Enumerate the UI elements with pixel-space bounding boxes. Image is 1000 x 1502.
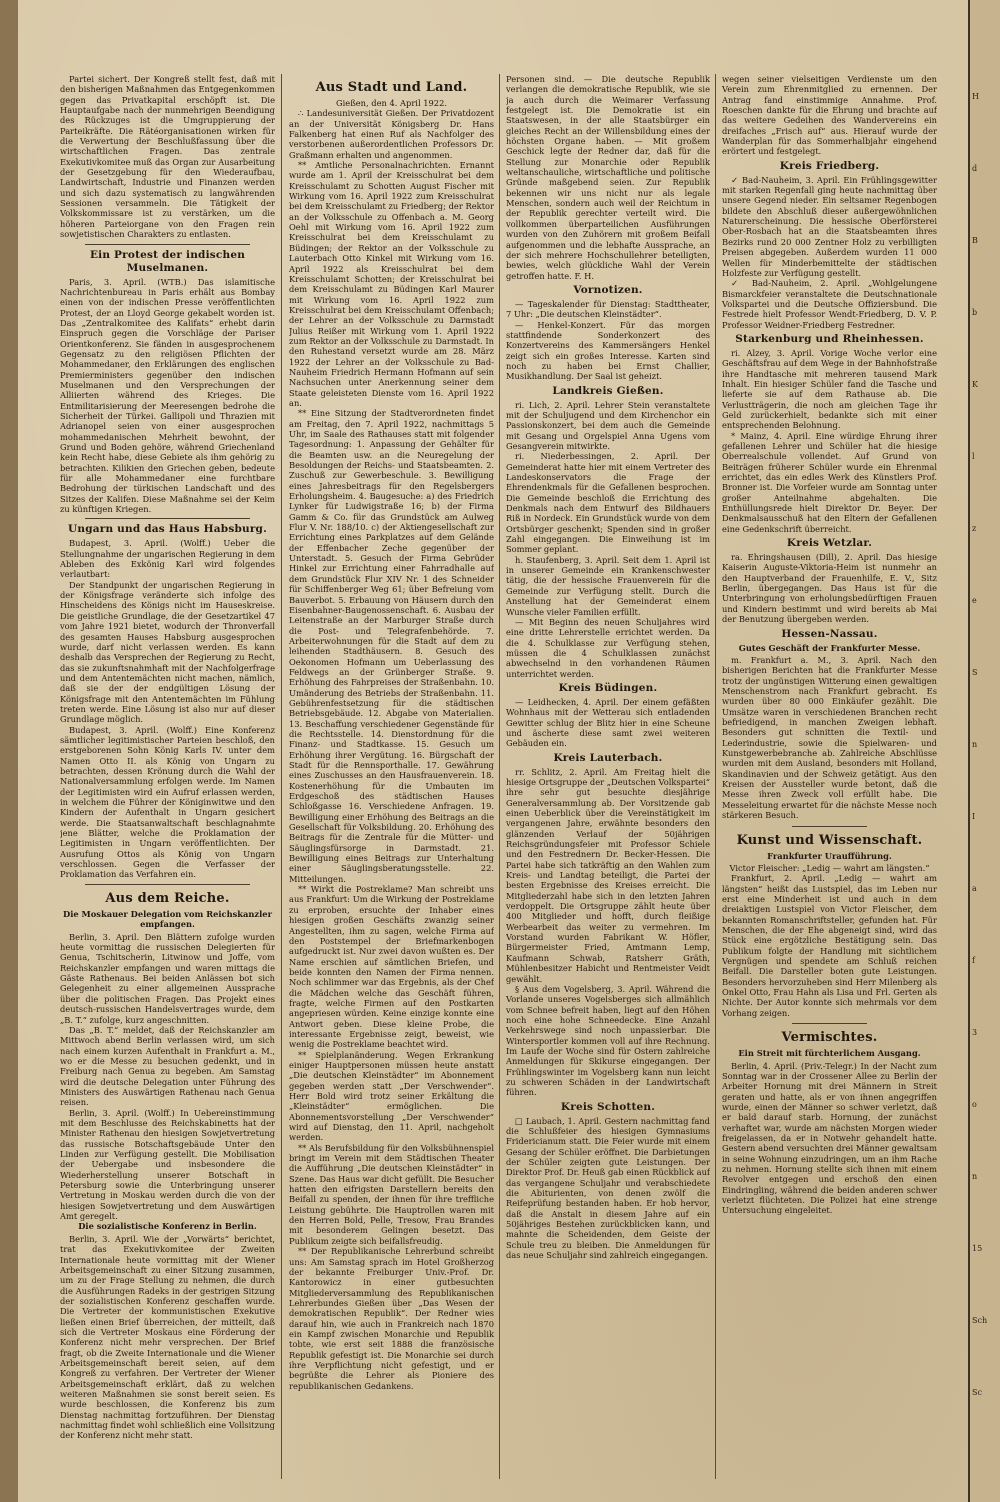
article-paragraph: ** Wirkt die Postreklame? Man schreibt uns aus Frankfurt: Um die Wirkung der Postreklame zu erproben, ersuchte der Inhaber eines hiesigen großen Geschäfts zwanzig seiner Angestellten, ihm zu sagen, welche Firma auf den Poststempel der Briefmarkenbogen aufgedruckt ist. Nur zwei davon wußten es. Der Name erschien auf sämtlichen Briefen, und beide konnten den Namen der Firma nennen. Noch schlimmer war das Ergebnis, als der Chef die Mädchen welche das Geschäft führen, fragte, welche Firmen auf den Postkarten angepriesen würden. Keine einzige konnte eine Antwort geben. Diese kleine Probe, die interessante Ergebnisse zeigt, beweist, wie wenig die Postreklame beachtet wird. <box>289 884 494 1050</box>
fragment-text: H <box>972 92 979 101</box>
article-headline: Ein Protest der indischen Muselmanen. <box>89 248 246 274</box>
fragment-text: n <box>972 740 978 749</box>
article-headline: Kreis Friedberg. <box>779 159 880 172</box>
article-headline: Kreis Lauterbach. <box>553 751 663 764</box>
fragment-text: 15 <box>972 1244 983 1253</box>
article-headline: Kunst und Wissenschaft. <box>736 832 923 848</box>
article-subheadline: Die sozialistische Konferenz in Berlin. <box>78 1221 257 1232</box>
page-binding-edge <box>0 0 18 1502</box>
article-headline: Vornotizen. <box>573 283 643 296</box>
fragment-text: Sch <box>972 1316 988 1325</box>
article-subheadline: Frankfurter Uraufführung. <box>767 850 892 861</box>
fragment-text: Sc <box>972 1388 982 1397</box>
article-paragraph: ra. Ehringshausen (Dill), 2. April. Das hiesige Kaiserin Auguste-Viktoria-Heim ist nunmehr an den Hauptverband der Frauenhilfe, E. V., Sitz Berlin, übergegangen. Das Haus ist für die Unterbringung von erholungsbedürftigen Frauen und Kindern bestimmt und wird bereits ab Mai der Benutzung übergeben werden. <box>722 552 937 625</box>
article-paragraph: m. Frankfurt a. M., 3. April. Nach den bisherigen Berichten hat die Frankfurter Messe trotz der ungünstigen Witterung einen gewaltigen Menschenstrom nach Frankfurt gebracht. Es wurden über 80 000 Einkäufer gezählt. Die Umsätze waren in verschiedenen Branchen recht befriedigend, in manchen Zweigen lebhaft. Besonders gut schnitten die Textil- und Lederindustrie, sowie die Spielwaren- und Kunstgewerbebranche ab. Zahlreiche Abschlüsse wurden mit dem Ausland, besonders mit Holland, Skandinavien und der Schweiz getätigt. Aus den Kreisen der Aussteller wurde betont, daß die Messe ihren Zweck voll erfüllt habe. Die Messeleitung erwartet für die nächste Messe noch stärkeren Besuch. <box>722 655 937 821</box>
fragment-text: o <box>972 1100 977 1109</box>
article-paragraph: ** Eine Sitzung der Stadtverordneten findet am Freitag, den 7. April 1922, nachmittags 5 Uhr, im Saale des Rathauses statt mit folgender Tagesordnung: 1. Anpassung der Gehälter für die Beamten usw. an die Neuregelung der Besoldungen der Reichs- und Staatsbeamten. 2. Zuschuß zur Gewerbeschule. 3. Bewilligung eines Jahresbeitrags für den Regelsbergers Erholungsheim. 4. Baugesuche: a) des Friedrich Lynker für Ludwigstraße 16; b) der Firma Gamm & Co. für das Grundstück am Aulweg Flur V. Nr. 188/10. c) der Aktiengesellschaft zur Errichtung eines Parkplatzes auf dem Gelände der Effenbacher Zeche gegenüber der Unterstadt. 5. Gesuch der Firma Gebrüder Hinkel zur Errichtung einer Fahrradhalle auf dem Grundstück Flur XIV Nr. 1 des Schneider für Schiffenberger Weg 61; über Befreiung vom Bauverbot. 5. Erbauung von Häusern durch den Eisenbahner-Baugenossenschaft. 6. Ausbau der Leitenstraße an der Marburger Straße durch die Post- und Telegrafenbehörde. 7. Arbeiterwohnungen für die Stadt auf dem zu leihenden Stadthäusern. 8. Gesuch des Oekonomen Hofmann um Ueberlassung des Feldwegs an der Grünberger Straße. 9. Erhöhung des Fahrpreises der Straßenbahn. 10. Umänderung des Betriebs der Straßenbahn. 11. Gebührenfestsetzung für die städtischen Betriebsgebäude. 12. Abgabe von Materialien. 13. Beschaffung verschiedener Gegenstände für die Rechtsstelle. 14. Dienstordnung für die Finanz- und Stadtkasse. 15. Gesuch um Erhöhung ihrer Vergütung. 16. Bürgschaft der Stadt für die Rennsporthalle. 17. Gewährung eines Zuschusses an den Hausfrauenverein. 18. Kostenerhöhung für die Umbauten im Erdgeschoß des städtischen Hauses Schloßgasse 16. Verschiedene Anfragen. 19. Bewilligung einer Erhöhung des Beitrags an die Gesellschaft für Volksbildung. 20. Erhöhung des Beitrags für die Zentrale für die Mütter- und Säuglingsfürsorge in Darmstadt. 21. Bewilligung eines Beitrags zur Unterhaltung einer Säuglingsberatungsstelle. 22. Mitteilungen. <box>289 408 494 884</box>
fragment-text: z <box>972 524 977 533</box>
article-paragraph: Berlin, 4. April. (Priv.-Telegr.) In der Nacht zum Sonntag war in der Crossener Allee zu Berlin der Arbeiter Hornung mit drei Männern in Streit geraten und hatte, als er von ihnen angegriffen wurde, einen der Männer so schwer verletzt, daß er bald darauf starb. Hornung, der zunächst verhaftet war, wurde am nächsten Morgen wieder freigelassen, da er in Notwehr gehandelt hatte. Gestern abend versuchten drei Männer gewaltsam in seine Wohnung einzudringen, um an ihm Rache zu nehmen. Hornung stellte sich ihnen mit einem Revolver entgegen und erschoß den einen Eindringling, während die beiden anderen schwer verletzt flüchteten. Die Polizei hat eine strenge Untersuchung eingeleitet. <box>722 1060 937 1216</box>
article-paragraph: Das „B. T.“ meldet, daß der Reichskanzler am Mittwoch abend Berlin verlassen wird, um sich nach einem kurzen Aufenthalt in Frankfurt a. M., wo er die Messe zu besuchen gedenkt, und in Freiburg nach Genua zu begeben. Am Samstag wird die deutsche Delegation unter Führung des Ministers des Auswärtigen Rathenau nach Genua reisen. <box>60 1024 275 1108</box>
article-headline: Starkenburg und Rheinhessen. <box>735 332 924 345</box>
article-paragraph: ✓ Bad-Nauheim, 3. April. Ein Frühlingsgewitter mit starken Regenfall ging heute nachmittag über unsere Gegend nieder. Ein seltsamer Regenbogen bildete den Abschluß dieser außergewöhnlichen Naturerscheinung. Die hessische Oberförsterei Ober-Rosbach hat an die Staatsbeamten ihres Bezirks rund 20 000 Zentner Holz zu verbilligten Preisen abgegeben. Außerdem wurden 11 000 Wellen für Minderbemittelte der städtischen Holzfeste zur Verfügung gestellt. <box>722 174 937 278</box>
article-paragraph: Budapest, 3. April. (Wolff.) Ueber die Stellungnahme der ungarischen Regierung in dem Ableben des Exkönig Karl wird folgendes verlautbart: <box>60 538 275 580</box>
article-paragraph: — Tageskalender für Dienstag: Stadttheater, 7 Uhr: „Die deutschen Kleinstädter“. <box>506 298 710 320</box>
article-paragraph: □ Laubach, 1. April. Gestern nachmittag fand die Schlußfeier des hiesigen Gymnasiums Fridericianum statt. Die Feier wurde mit einem Gesang der Schüler eröffnet. Die Darbietungen der Schüler zeigten gute Leistungen. Der Direktor Prof. Dr. Heuß gab einen Rückblick auf das vergangene Schuljahr und verabschiedete die Abiturienten, von denen zwölf die Reifeprüfung bestanden haben. Er hob hervor, daß die Anstalt in diesem Jahre auf ein 50jähriges Bestehen zurückblicken kann, und mahnte die Scheidenden, dem Geiste der Schule treu zu bleiben. Die Anmeldungen für das neue Schuljahr sind zahlreich eingegangen. <box>506 1115 710 1261</box>
article-paragraph: Gießen, den 4. April 1922. <box>336 98 447 108</box>
column-rule <box>281 74 282 1479</box>
column-rule <box>715 74 716 1479</box>
article-headline: Kreis Wetzlar. <box>786 537 873 550</box>
article-paragraph: Victor Fleischer: „Ledig — wahrt am längsten.“ <box>729 863 930 873</box>
article-paragraph: ri. Alzey, 3. April. Vorige Woche verlor eine Geschäftsfrau auf dem Wege in der Bahnhofstraße ihre Handtasche mit mehreren tausend Mark Inhalt. Ein hiesiger Schüler fand die Tasche und lieferte sie auf dem Rathause ab. Die Verlustträgerin, die noch am gleichen Tage ihr Geld zurückerhielt, bedankte sich mit einer entsprechenden Belohnung. <box>722 347 937 431</box>
article-paragraph: Frankfurt, 2. April. „Ledig — wahrt am längsten“ heißt das Lustspiel, das im Leben nur erst eine Minderheit ist und auch in dem dreiaktigen Lustspiel von Victor Fleischer, dem bekannten Romanschriftsteller, gefunden hat. Für Menschen, die der Ehe abgeneigt sind, wird das Stück eine ergötzliche Bestätigung sein. Das Publikum folgte der Handlung mit sichtlichem Vergnügen und spendete am Schluß reichen Beifall. Die Darsteller boten gute Leistungen. Besonders hervorzuheben sind Herr Milenberg als Onkel Otto, Frau Hahn als Lisa und Frl. Gerten als Nichte. Der Autor konnte sich mehrmals vor dem Vorhang zeigen. <box>722 873 937 1018</box>
article-paragraph: rr. Schlitz, 2. April. Am Freitag hielt die hiesige Ortsgruppe der „Deutschen Volkspartei“ ihre sehr gut besuchte diesjährige Generalversammlung ab. Der Vorsitzende gab einen Ueberblick über die Vereinstätigkeit im vergangenen Jahre, erwähnte besonders den glänzenden Verlauf der 50jährigen Reichsgründungsfeier mit Professor Schiele und den Festrednern Dr. Becker-Hessen. Die Partei habe sich tatkräftig an den Wahlen zum Kreis- und Landtag beteiligt, die Partei der besten Ergebnisse des Kreises erreicht. Die Mitgliederzahl habe sich in den letzten Jahren verdoppelt. Die Ortsgruppe zählt heute über 400 Mitglieder und hofft, durch fleißige Werbearbeit das weiter zu vermehren. Im Vorstand wurden Fabrikant W. Höfler, Bürgermeister Fried, Amtmann Lemp, Kaufmann Schwab, Ratsherr Gräth, Mühlenbesitzer Habicht und Rentmeister Veidt gewählt. <box>506 766 710 984</box>
article-headline: Kreis Schotten. <box>560 1100 656 1113</box>
fragment-text: e <box>972 596 977 605</box>
article-headline: Hessen-Nassau. <box>781 627 878 640</box>
column-rule <box>499 74 500 1479</box>
article-headline: Aus Stadt und Land. <box>315 80 468 95</box>
article-paragraph: — Leidhecken, 4. April. Der einem gefäßten Wohnhaus mit der Wetterau sich entladenden Gewitter schlug der Blitz hier in eine Scheune und äscherte diese samt zwei weiteren Gebäuden ein. <box>506 696 710 749</box>
article-paragraph: § Aus dem Vogelsberg, 3. April. Während die Vorlande unseres Vogelsberges sich allmählich vom Schnee befreit haben, liegt auf den Höhen noch eine hohe Schneedecke. Eine Anzahl Verkehrswege sind noch unpassierbar. Die Wintersportler kommen voll auf ihre Rechnung. Im Laufe der Woche sind für Ostern zahlreiche Anmeldungen für Skikurse eingegangen. Der Frühlingswinter im Vogelsberg kann nun leicht zu schweren Schäden in der Landwirtschaft führen. <box>506 983 710 1098</box>
article-paragraph: ** Als Berufsbildung für den Volksbühnenspiel bringt im Verein mit dem Städtischen Theater die Aufführung „Die deutschen Kleinstädter“ in Szene. Das Haus war dicht gefüllt. Die Besucher hatten den eifrigsten Darstellern bereits den Beifall zu spenden, der ihnen für ihre treffliche Leistung gebührte. Die Hauptrollen waren mit den Herren Bold, Pelle, Tresow, Frau Brandes mit besonderem Gelingen besetzt. Das Publikum zeigte sich beifallsfreudig. <box>289 1142 494 1246</box>
article-headline: Landkreis Gießen. <box>552 384 664 397</box>
section-divider <box>792 826 867 827</box>
section-divider <box>85 244 250 245</box>
section-divider <box>792 1023 867 1024</box>
fragment-text: l <box>972 452 975 461</box>
article-headline: Kreis Büdingen. <box>558 681 658 694</box>
fragment-text: n <box>972 1172 978 1181</box>
article-headline: Vermischtes. <box>781 1030 878 1046</box>
article-paragraph: ∴ Landesuniversität Gießen. Der Privatdozent an der Universität Königsberg Dr. Hans Falkenberg hat einen Ruf als Nachfolger des verstorbenen außerordentlichen Professors Dr. Graßmann erhalten und angenommen. <box>289 108 494 160</box>
article-paragraph: — Henkel-Konzert. Für das morgen stattfindende Sonderkonzert des Konzertvereins des Kammersängers Henkel zeigt sich ein großes Interesse. Karten sind noch zu haben bei Ernst Challier, Musikhandlung. Der Saal ist geheizt. <box>506 319 710 382</box>
article-paragraph: Budapest, 3. April. (Wolff.) Eine Konferenz sämtlicher legitimistischer Parteien beschloß, den erstgeborenen Sohn König Karls IV. unter dem Namen Otto II. als König von Ungarn zu betrachten, dessen Krönung durch die Wahl der Nationalversammlung erfolgen werde. Im Namen der Legitimisten wird ein Aufruf erlassen werden, in welchem die Führer der Königinwitwe und den Kindern der Aufenthalt in Ungarn gesichert werde. Die Staatsanwaltschaft beschlagnahmte jene Blätter, welche die Proklamation der Legitimisten in Ungarn veröffentlichten. Der Ausrufung Ottos als König von Ungarn verschlossen. Gegen die Verfasser der Proklamation das Verfahren ein. <box>60 724 275 880</box>
article-paragraph: ** Der Republikanische Lehrerbund schreibt uns: Am Samstag sprach im Hotel Großherzog der bekannte Freiburger Univ.-Prof. Dr. Kantorowicz in einer gutbesuchten Mitgliederversammlung des Republikanischen Lehrerbundes Gießen über „Das Wesen der demokratischen Republik“. Der Redner wies darauf hin, wie auch in Frankreich nach 1870 ein Kampf zwischen Monarchie und Republik tobte, wie erst seit 1888 die französische Republik gefestigt ist. Die Monarchie sei durch ihre Verpflichtung nicht gefestigt, und er begrüßte die Lehrer als Pioniere des republikanischen Gedankens. <box>289 1246 494 1391</box>
adjacent-page-fragment <box>968 0 1000 1502</box>
fragment-text: f <box>972 956 975 965</box>
article-paragraph: ** Amtliche Personalnachrichten. Ernannt wurde am 1. April der Kreisschulrat bei dem Kreisschulamt zu Schotten August Fischer mit Wirkung vom 16. April 1922 zum Kreisschulrat bei dem Kreisschulamt zu Friedberg; der Rektor an der Volksschule zu Offenbach a. M. Georg Oehl mit Wirkung vom 16. April 1922 zum Kreisschulrat bei dem Kreisschulamt zu Büdingen; der Rektor an der Volksschule zu Lauterbach Otto Kinkel mit Wirkung vom 16. April 1922 als Kreisschulrat bei dem Kreisschulamt Schotten; der Kreisschulrat bei dem Kreisschulamt zu Büdingen Karl Maurer mit Wirkung vom 16. April 1922 zum Kreisschulrat bei dem Kreisschulamt Offenbach; der Lehrer an der Volksschule zu Darmstadt Julius Reißer mit Wirkung vom 1. April 1922 zum Rektor an der Volksschule zu Darmstadt. In den Ruhestand versetzt wurde am 28. März 1922 der Lehrer an der Volksschule zu Bad-Nauheim Friedrich Hermann Hofmann auf sein Nachsuchen unter Anerkennung seiner dem Staate geleisteten Dienste vom 16. April 1922 an. <box>289 160 494 408</box>
article-paragraph: Berlin, 3. April. Wie der „Vorwärts“ berichtet, trat das Exekutivkomitee der Zweiten Internationale heute vormittag mit der Wiener Arbeitsgemeinschaft zu einer Sitzung zusammen, um zu der Frage Stellung zu nehmen, die durch die Ausführungen Radeks in der gestrigen Sitzung der sozialistischen Konferenz geschaffen wurde. Die Vertreter der kommunistischen Exekutive ließen einen Brief überreichen, der mitteilt, daß sich die Vertreter Moskaus eine Förderung der Konferenz nicht mehr versprechen. Der Brief fragt, ob die Zweite Internationale und die Wiener Arbeitsgemeinschaft bereit seien, auf dem Kongreß zu verfahren. Der Vertreter der Wiener Arbeitsgemeinschaft erklärt, daß zu welchen weiteren Maßnahmen sie sonst bereit seien. Es wurde beschlossen, die Konferenz bis zum Dienstag nachmittag fortzuführen. Der Dienstag nachmittag findet wohl schließlich eine Vollsitzung der Konferenz nicht mehr statt. <box>60 1233 275 1441</box>
article-paragraph: ri. Niederbessingen, 2. April. Der Gemeinderat hatte hier mit einem Vertreter des Landeskonservators die Frage der Ehrendenkmals für die Gefallenen besprochen. Die Gemeinde beschloß die Errichtung des Denkmals nach dem Entwurf des Bildhauers Riß in Nordeck. Ein Grundstück wurde von dem Ortsbürger geschenkt; Spenden sind in großer Zahl eingegangen. Die Einweihung ist im Sommer geplant. <box>506 451 710 555</box>
fragment-text: a <box>972 884 977 893</box>
column-1 <box>60 74 275 1479</box>
fragment-text: S <box>972 668 978 677</box>
section-divider <box>85 518 250 519</box>
article-paragraph: ** Spielplanänderung. Wegen Erkrankung einiger Hauptpersonen müssen heute anstatt „Die deutschen Kleinstädter“ im Abonnement gegeben werden statt „Der Verschwender“. Herr Bold wird trotz seiner Erkältung die „Kleinstädter“ ermöglichen. Die Abonnementsvorstellung „Der Verschwender“ wird auf Dienstag, den 11. April, nachgeholt werden. <box>289 1049 494 1143</box>
article-paragraph: — Mit Beginn des neuen Schuljahres wird eine dritte Lehrerstelle errichtet werden. Da die 4. Schulklasse zur Verfügung stehen, müssen die 4 Schulklassen zunächst abwechselnd in den vorhandenen Räumen unterrichtet werden. <box>506 616 710 679</box>
article-subheadline: Gutes Geschäft der Frankfurter Messe. <box>738 642 921 653</box>
article-headline: Aus dem Reiche. <box>105 890 230 906</box>
article-paragraph: Paris, 3. April. (WTB.) Das islamitische Nachrichtenbureau in Paris erhält aus Bombay einen von der indischen Presse veröffentlichten Protest, der an Lloyd George gekabelt worden ist. Das „Zentralkomitee des Kalifats“ erhebt darin Einspruch gegen die Vorschläge der Pariser Orientkonferenz. Sie fänden in ausgesprochenem Gegensatz zu den religiösen Pflichten der Mohammedaner, den Erklärungen des englischen Premierministers gegenüber den indischen Muselmanen und den Versprechungen der Alliierten während des Krieges. Die Entmilitarisierung der Meeresengen bedrohe die Sicherheit der Türkei. Gallipoli und Thrazien mit Adrianopel seien von einer ausgesprochen mohammedanischen Mehrheit bewohnt, der Grund und Boden gehöre, während Griechenland kein Recht habe, diese Gebiete als ihm gehörig zu betrachten. Kilikien den Griechen geben, bedeute für alle Mohammedaner eine furchtbare Bedrohung der türkischen Landschaft und des Sitzes der Kalifen. Diese Maßnahme sei der Keim zu künftigen Kriegen. <box>60 276 275 515</box>
section-divider <box>85 884 250 885</box>
article-paragraph: h. Staufenberg, 3. April. Seit dem 1. April ist in unserer Gemeinde ein Krankenschwester tätig, die der hessische Frauenverein für die Gemeinde zur Verfügung stellt. Durch die Anstellung hat der Gemeinderat einem Wunsche vieler Familien erfüllt. <box>506 554 710 617</box>
article-paragraph: wegen seiner vielseitigen Verdienste um den Verein zum Ehrenmitglied zu ernennen. Der Antrag fand einstimmige Annahme. Prof. Roeschen dankte für die Ehrung und brachte auf das weitere Gedeihen des Wandervereins ein dreifaches „Frisch auf“ aus. Hierauf wurde der Wanderplan für das Sommerhalbjahr eingehend erörtert und festgelegt. <box>722 74 937 157</box>
article-headline: Ungarn und das Haus Habsburg. <box>68 523 267 536</box>
article-paragraph: Personen sind. — Die deutsche Republik verlangen die demokratische Republik, wie sie ja auch durch die Weimarer Verfassung festgelegt ist. Die Demokratie ist ein Staatswesen, in der alle Staatsbürger ein gleiches Recht an der Willensbildung eines der höchsten Organe haben. — Mit großem Geschick legte der Redner dar, daß für die Stellung zur Monarchie oder Republik weltanschauliche, wirtschaftliche und politische Gründe maßgebend seien. Zur Republik bekennen wir uns nicht nur als legale Menschen, sondern auch weil der Reichtum in der Republik gerechter verteilt wird. Die vollkommen überparteilichen Ausführungen wurden von den Zuhörern mit großem Beifall aufgenommen und die lebhafte Aussprache, an der sich mehrere Hochschullehrer beteiligten, bewies, welch glückliche Wahl der Verein getroffen hatte. F. H. <box>506 74 710 281</box>
fragment-text: B <box>972 236 978 245</box>
column-2 <box>289 74 494 1479</box>
column-4 <box>722 74 937 1479</box>
article-paragraph: Partei sichert. Der Kongreß stellt fest, daß mit den bisherigen Maßnahmen das Entgegenkommen gegen das Privatkapital erschöpft ist. Die Hauptaufgabe nach der nunmehrigen Beendigung des Rückzuges ist die Umgruppierung der Parteikräfte. Die Rätéorganisationen wirken für die Verwertung der Beschlußfassung über die wirtschaftlichen Fragen. Das zentrale Exekutivkomitee muß das Organ zur Ausarbeitung der Gesetzgebung für den Wiederaufbau, Landwirtschaft, Industrie und Finanzen werden und sich dazu systematisch zu langwährenden Sessionen versammeln. Die Tätigkeit der Volkskommissare ist zu verstärken, um die höheren Parteiorgane von den Fragen rein sowjetistischen Charakters zu entlasten. <box>60 74 275 240</box>
fragment-text: d <box>972 164 978 173</box>
article-paragraph: Berlin, 3. April. Den Blättern zufolge wurden heute vormittag die russischen Delegierten für Genua, Tschitscherin, Litwinow und Joffe, vom Reichskanzler empfangen und waren mittags die Gäste Rathenaus. Bei beiden Anlässen bot sich Gelegenheit zu einer allgemeinen Aussprache über die politischen Fragen. Das Projekt eines deutsch-russischen Handelsvertrages wurde, dem „B. T.“ zufolge, kurz angeschnitten. <box>60 931 275 1025</box>
fragment-text: K <box>972 380 978 389</box>
article-subheadline: Ein Streit mit fürchterlichem Ausgang. <box>738 1048 921 1059</box>
fragment-text: b <box>972 308 978 317</box>
fragment-text: 3 <box>972 1028 978 1037</box>
article-paragraph: Berlin, 3. April. (Wolff.) In Uebereinstimmung mit dem Beschlusse des Reichskabinetts hat der Minister Rathenau den hiesigen Sowjetvertretung das russische Botschaftsgebäude Unter den Linden zur Verfügung gestellt. Die Mobilisation der Uebergabe und insbesondere die Wiederherstellung unserer Botschaft in Petersburg sowie die Unterbringung unserer Vertretung in Moskau werden durch die von der hiesigen Sowjetvertretung und dem Auswärtigen Amt geregelt. <box>60 1107 275 1222</box>
article-subheadline: Die Moskauer Delegation vom Reichskanzler empfangen. <box>63 908 272 930</box>
fragment-text: I <box>972 812 976 821</box>
article-paragraph: ✓ Bad-Nauheim, 2. April. „Wohlgelungene Bismarckfeier veranstaltete die Deutschnationale Volkspartei und die Deutsche Offiziersbund. Die Festrede hielt Professor Wendt-Friedberg, D. V. P. Professor Weidner-Friedberg Festredner. <box>722 278 937 330</box>
column-3 <box>506 74 710 1479</box>
article-paragraph: ri. Lich, 2. April. Lehrer Stein veranstaltete mit der Schuljugend und dem Kirchenchor ein Passionskonzert, bei dem auch die Gemeinde mit Gesang und Orgelspiel Anna Ugens vom Gesangverein mitwirkte. <box>506 399 710 451</box>
article-paragraph: * Mainz, 4. April. Eine würdige Ehrung ihrer gefallenen Lehrer und Schüler hat die hiesige Oberrealschule vollendet. Auf Grund von Beiträgen früherer Schüler wurde ein Ehrenmal errichtet, das ein edles Werk des Künstlers Prof. Bronner ist. Die Vorfeier wurde am Sonntag unter großer Anteilnahme abgehalten. Die Enthüllungsrede hielt Direktor Dr. Beyer. Der Denkmalsausschuß hat den Eltern der Gefallenen eine Gedenkschrift überreicht. <box>722 430 937 534</box>
article-paragraph: Der Standpunkt der ungarischen Regierung in der Königsfrage veränderte sich infolge des Hinscheidens des Königs nicht im Hauseskreise. Die geistliche Grundlage, die der Gesetzartikel 47 vom Jahre 1921 bietet, wodurch der Thronverfall des gesamten Hauses Habsburg ausgesprochen wurde, darf nicht verlassen werden. Es kann deshalb das Versprechen der Regierung zu Recht, das sie zukunftsnahmhaft mit der Nachfolgerfrage und dem Antentemächten nicht machen, nämlich, daß sie der der endgültigen Lösung der Königsfrage mit den Antentemächten im Fühlung treten werde. Eine Lösung ist also nur auf dieser Grundlage möglich. <box>60 579 275 725</box>
